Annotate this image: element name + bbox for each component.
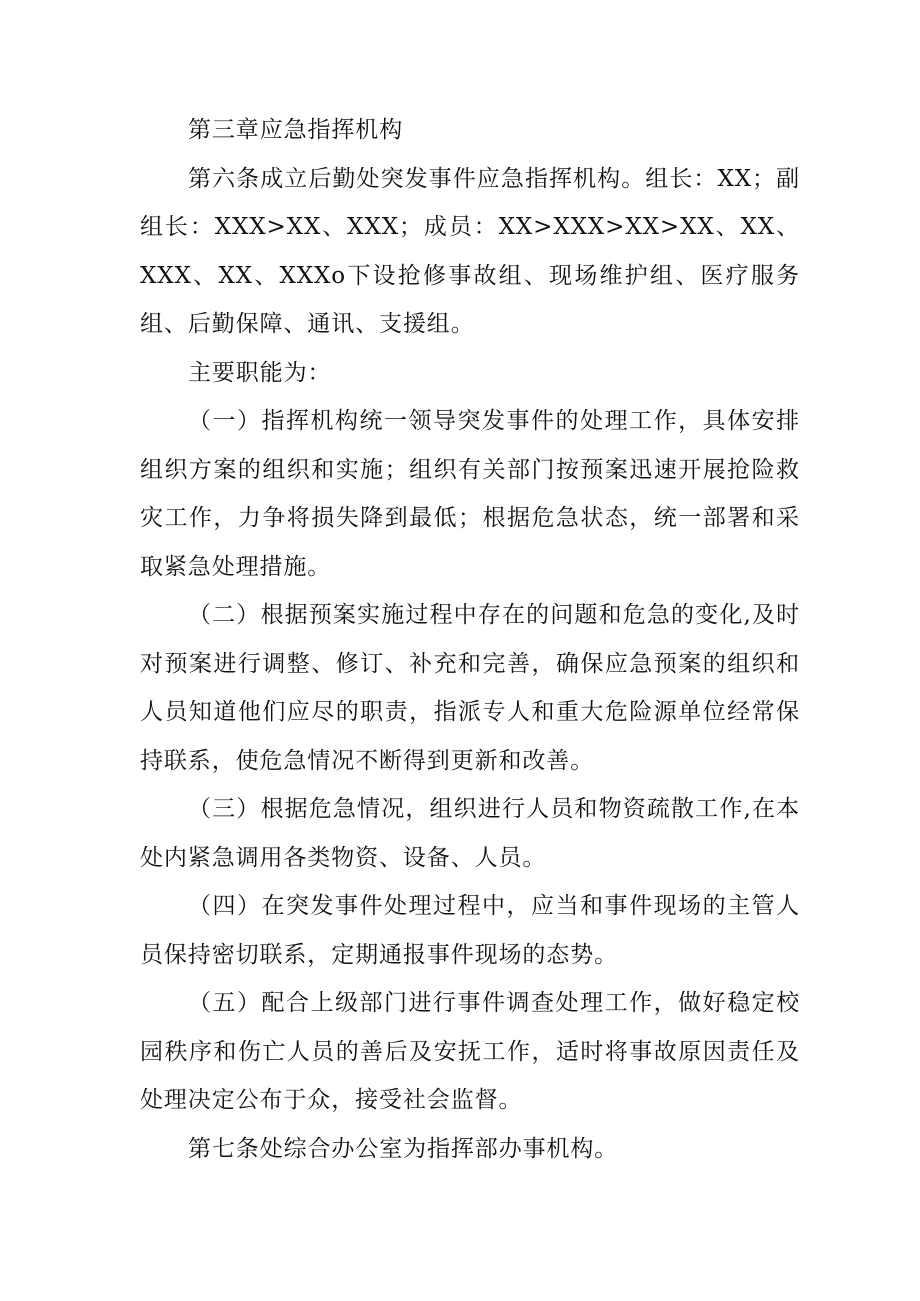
- document-page: [140, 106, 800, 1173]
- duty-item-4: （四）在突发事件处理过程中，应当和事件现场的主管人员保持密切联系，定期通报事件现场的态势。: [140, 893, 800, 968]
- duty-item-5: （五）配合上级部门进行事件调查处理工作，做好稳定校园秩序和伤亡人员的善后及安抚工作，适时将事故原因责任及处理决定公布于众，接受社会监督。: [140, 990, 800, 1113]
- article-seven-paragraph: 第七条处综合办公室为指挥部办事机构。: [188, 1135, 619, 1162]
- duty-item-2: （二）根据预案实施过程中存在的问题和危急的变化,及时对预案进行调整、修订、补充和完善，确保应急预案的组织和人员知道他们应尽的职责，指派专人和重大危险源单位经常保持联系，使危急情况不断得到更新和改善。: [140, 602, 800, 774]
- main-duties-heading: 主要职能为：: [188, 359, 332, 386]
- article-six-paragraph: 第六条成立后勤处突发事件应急指挥机构。组长：XX；副组长：XXX>XX、XXX；成员：XX>XXX>XX>XX、XX、XXX、XX、XXXo下设抢修事故组、现场维护组、医疗服务组、后勤保障、通讯、支援组。: [140, 165, 800, 337]
- chapter-heading: 第三章应急指挥机构: [188, 117, 404, 143]
- duty-item-1: （一）指挥机构统一领导突发事件的处理工作，具体安排组织方案的组织和实施；组织有关部门按预案迅速开展抢险救灾工作，力争将损失降到最低；根据危急状态，统一部署和采取紧急处理措施。: [140, 408, 800, 580]
- duty-item-3: （三）根据危急情况，组织进行人员和物资疏散工作,在本处内紧急调用各类物资、设备、人员。: [140, 796, 800, 871]
